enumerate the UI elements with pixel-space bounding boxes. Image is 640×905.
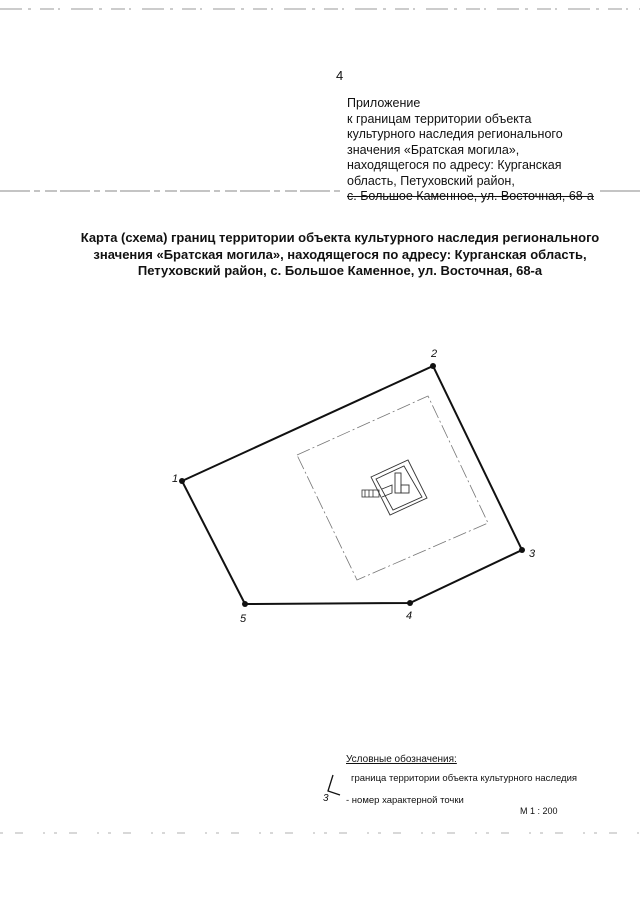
title-line: Карта (схема) границ территории объекта культурного наследия регионального: [80, 230, 600, 245]
territory-boundary: [182, 366, 522, 604]
appendix-line: культурного наследия регионального: [347, 127, 563, 141]
legend-heading: Условные обозначения:: [346, 754, 457, 765]
title-line: Петуховский район, с. Большое Каменное, ул. Восточная, 68-а: [137, 263, 543, 278]
appendix-line: область, Петуховский район,: [347, 173, 515, 188]
page-number: 4: [336, 68, 344, 83]
appendix-line: к границам территории объекта: [347, 111, 532, 126]
boundary-point-label-3: 3: [529, 548, 536, 560]
appendix-line: находящегося по адресу: Курганская: [347, 158, 562, 172]
boundary-point-3: [519, 547, 525, 553]
legend-point-text: - номер характерной точки: [346, 795, 464, 806]
boundary-point-2: [430, 363, 436, 369]
gate-element: [362, 490, 379, 497]
title-line: значения «Братская могила», находящегося по адресу: Курганская область,: [93, 246, 587, 262]
memorial-structure: [371, 460, 427, 515]
boundary-point-label-2: 2: [431, 348, 438, 360]
plot-outline: [297, 396, 488, 580]
appendix-line: Приложение: [347, 96, 421, 110]
boundary-point-4: [407, 600, 413, 606]
legend-point-symbol: 3: [323, 793, 329, 804]
legend-boundary-symbol: [328, 775, 340, 795]
appendix-line: с. Большое Каменное, ул. Восточная, 68-а: [347, 189, 594, 203]
boundary-point-label-4: 4: [406, 610, 413, 622]
boundary-point-1: [179, 478, 185, 484]
boundary-point-5: [242, 601, 248, 607]
boundary-point-label-5: 5: [240, 613, 247, 625]
appendix-line: значения «Братская могила»,: [347, 142, 520, 157]
boundary-point-label-1: 1: [172, 473, 179, 485]
map-scale: М 1 : 200: [520, 806, 558, 816]
legend-boundary-text: граница территории объекта культурного наследия: [351, 773, 578, 784]
